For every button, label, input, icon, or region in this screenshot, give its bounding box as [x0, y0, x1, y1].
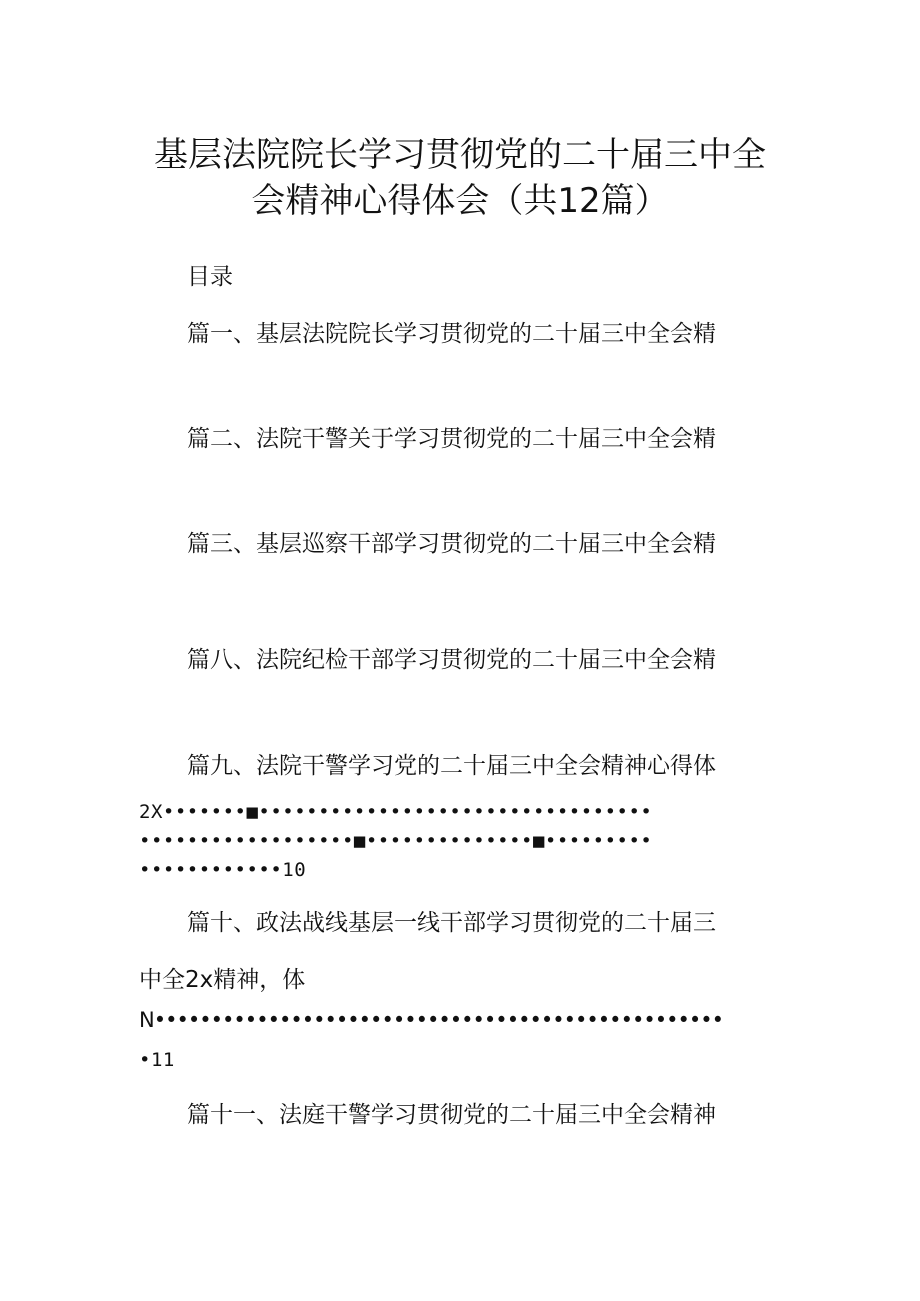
toc-entry-9[interactable]: 篇九、法院干警学习党的二十届三中全会精神心得体	[187, 753, 716, 779]
toc-entry-9-leader-line-2: ••••••••••••••••••■••••••••••••••■•••••••••	[139, 830, 653, 852]
toc-entry-3[interactable]: 篇三、基层巡察干部学习贯彻党的二十届三中全会精	[187, 531, 716, 557]
toc-entry-9-leader-line-1: 2X•••••••■•••••••••••••••••••••••••••••••••	[139, 801, 653, 823]
toc-entry-1[interactable]: 篇一、基层法院院长学习贯彻党的二十届三中全会精	[187, 321, 716, 347]
toc-entry-11[interactable]: 篇十一、法庭干警学习贯彻党的二十届三中全会精神	[187, 1102, 716, 1128]
document-title-line-1: 基层法院院长学习贯彻党的二十届三中全	[154, 135, 766, 175]
toc-heading: 目录	[187, 264, 233, 290]
toc-entry-10-leader-line-2: •11	[139, 1049, 175, 1071]
toc-entry-2[interactable]: 篇二、法院干警关于学习贯彻党的二十届三中全会精	[187, 426, 716, 452]
toc-entry-10-leader-line-1: N••••••••••••••••••••••••••••••••••••••••••••••••••	[139, 1008, 724, 1032]
toc-entry-8[interactable]: 篇八、法院纪检干部学习贯彻党的二十届三中全会精	[187, 647, 716, 673]
toc-entry-9-leader-line-3: ••••••••••••10	[139, 859, 307, 881]
toc-entry-10[interactable]: 篇十、政法战线基层一线干部学习贯彻党的二十届三	[187, 910, 716, 936]
toc-entry-10-continuation: 中全2x精神，体	[139, 967, 306, 993]
document-title-line-2: 会精神心得体会（共12篇）	[251, 181, 669, 221]
